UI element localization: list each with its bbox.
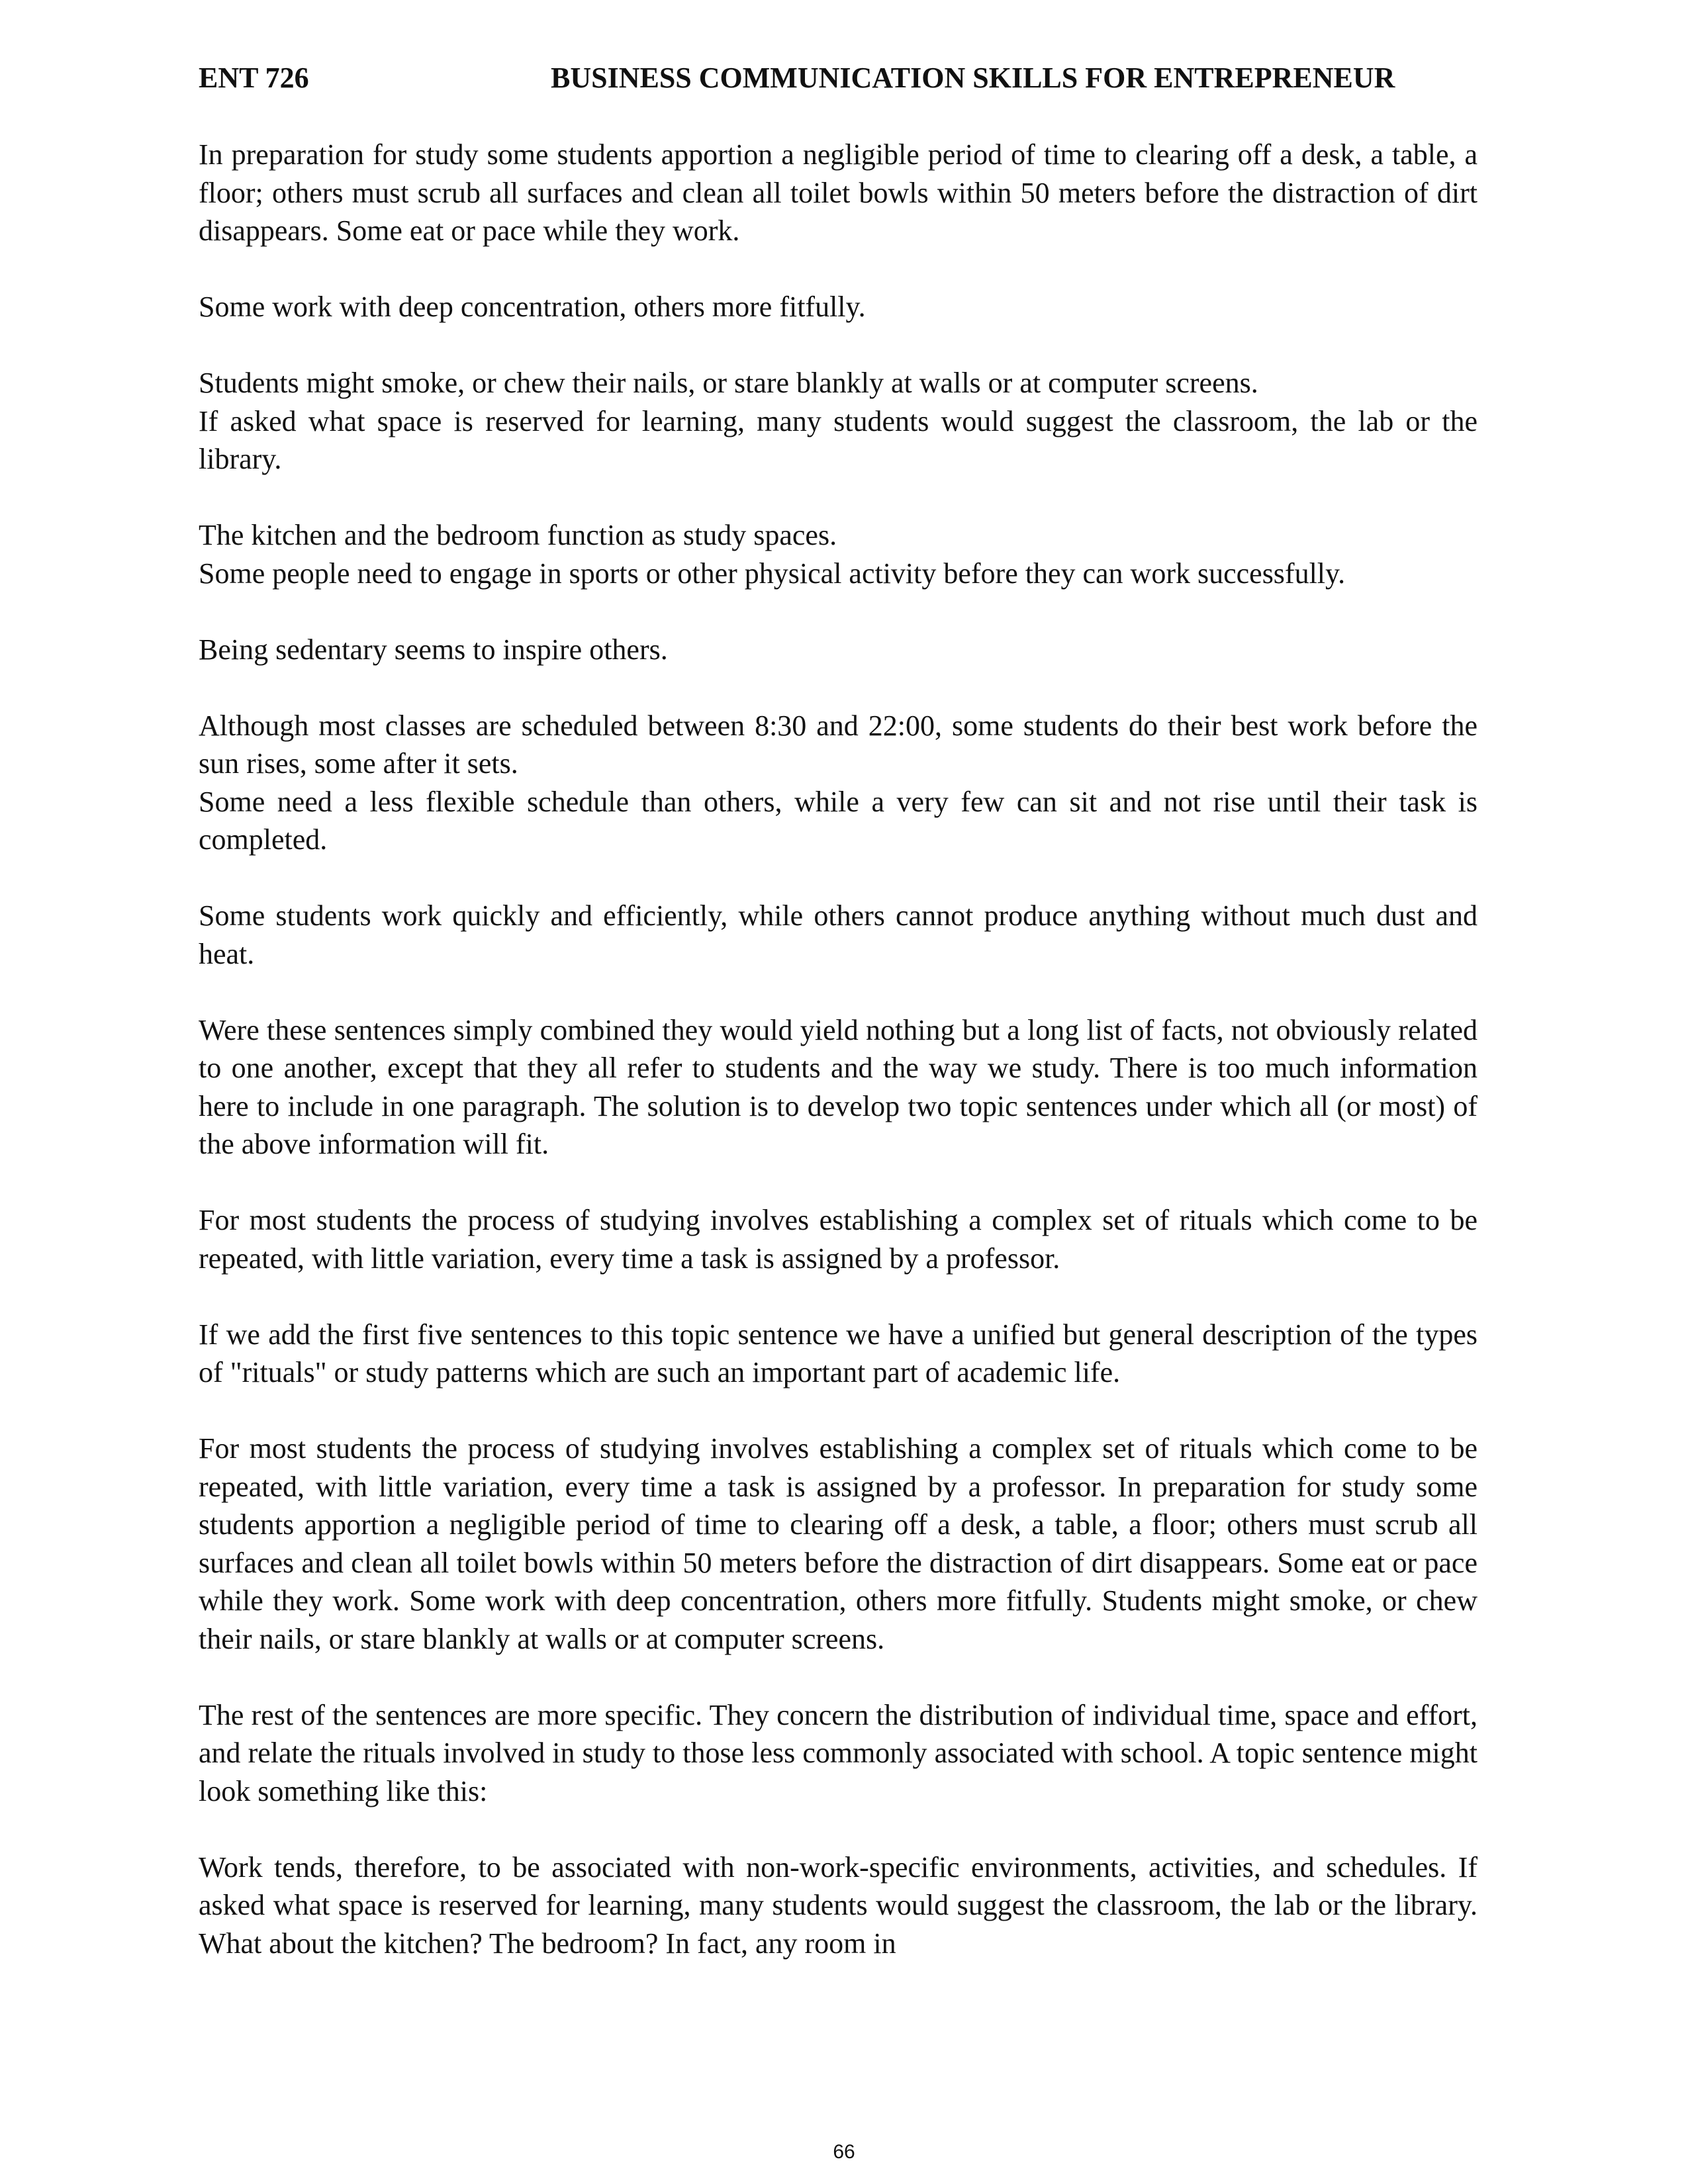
paragraph: Although most classes are scheduled between 8:30 and 22:00, some students do their best work before the sun rises, some after it sets. (199, 709, 1477, 780)
paragraph: Being sedentary seems to inspire others. (199, 633, 668, 666)
course-code: ENT 726 (199, 62, 309, 94)
body-text (199, 136, 1477, 2001)
paragraph: For most students the process of studying involves establishing a complex set of rituals which come to be repeated, with little variation, every time a task is assigned by a professor. (199, 1204, 1477, 1275)
paragraph: If we add the first five sentences to this topic sentence we have a unified but general description of the types of "rituals" or study patterns which are such an important part of academic life. (199, 1318, 1477, 1388)
paragraph: Students might smoke, or chew their nails, or stare blankly at walls or at computer screens. (199, 367, 1258, 399)
paragraph: If asked what space is reserved for learning, many students would suggest the classroom, the lab or the library. (199, 404, 1477, 475)
paragraph: In preparation for study some students apportion a negligible period of time to clearing off a desk, a table, a floor; others must scrub all surfaces and clean all toilet bowls within 50 meters before the distraction of dirt disappears. Some eat or pace while they work. (199, 138, 1477, 247)
paragraph: Some students work quickly and efficiently, while others cannot produce anything without much dust and heat. (199, 899, 1477, 970)
paragraph: Were these sentences simply combined they would yield nothing but a long list of facts, not obviously related to one another, except that they all refer to students and the way we study. There is too much information here to include in one paragraph. The solution is to develop two topic sentences under which all (or most) of the above information will fit. (199, 1013, 1477, 1160)
paragraph: Work tends, therefore, to be associated with non-work-specific environments, activities, and schedules. If asked what space is reserved for learning, many students would suggest the classroom, the lab or the library. What about the kitchen? The bedroom? In fact, any room in (199, 1850, 1477, 1960)
paragraph: For most students the process of studying involves establishing a complex set of rituals which come to be repeated, with little variation, every time a task is assigned by a professor. In preparation for study some students apportion a negligible period of time to clearing off a desk, a table, a floor; others must scrub all surfaces and clean all toilet bowls within 50 meters before the distraction of dirt disappears. Some eat or pace while they work. Some work with deep concentration, others more fitfully. Students might smoke, or chew their nails, or stare blankly at walls or at computer screens. (199, 1432, 1477, 1655)
paragraph: The rest of the sentences are more specific. They concern the distribution of individual time, space and effort, and relate the rituals involved in study to those less commonly associated with school. A topic sentence might look something like this: (199, 1698, 1477, 1807)
paragraph: Some people need to engage in sports or other physical activity before they can work successfully. (199, 557, 1346, 590)
paragraph: Some need a less flexible schedule than others, while a very few can sit and not rise until their task is completed. (199, 785, 1477, 856)
course-title: BUSINESS COMMUNICATION SKILLS FOR ENTREPRENEUR (551, 62, 1395, 94)
page-header (199, 58, 1477, 98)
paragraph: Some work with deep concentration, others more fitfully. (199, 291, 866, 323)
paragraph: The kitchen and the bedroom function as study spaces. (199, 519, 837, 551)
page-number: 66 (833, 2141, 855, 2163)
